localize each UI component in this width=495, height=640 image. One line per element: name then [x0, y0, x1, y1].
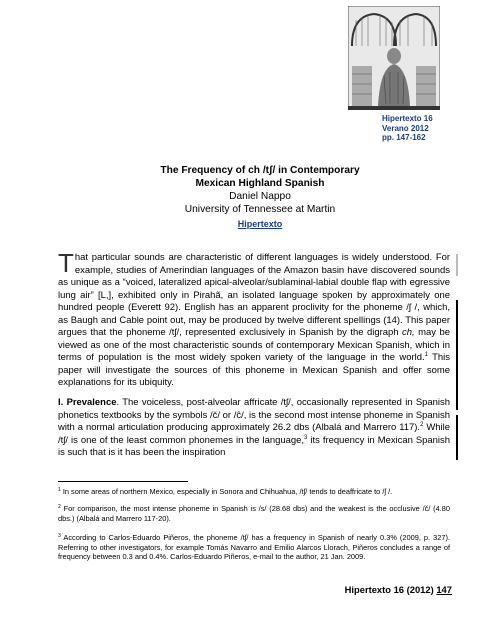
- page-footer: [58, 584, 452, 595]
- section-heading-prevalence: I. Prevalence: [58, 397, 117, 408]
- footnote-divider: [58, 481, 188, 482]
- journal-pages: pp. 147-162: [382, 133, 426, 142]
- footnote-3: $^3$ According to Carlos-Eduardo Piñeros, the phoneme /tʃ/ has a frequency in Spanish of nearly 0.3% (2009, p. 327). Referring to other investigators, for example Tomás Navarro and Emilio Alarcos Llorach, Piñeros concludes a range of frequency between 0.3 and 0.4%. Carlos-Eduardo Piñeros, e-mail to the author, 21 Jan. 2009.: [58, 533, 450, 562]
- article-title-line1: The Frequency of ch /tʃ/ in Contemporary: [160, 165, 360, 176]
- margin-bar: [456, 415, 458, 460]
- footnote-2: $^2$ For comparison, the most intense phoneme in Spanish is /s/ (28.68 dbs) and the weakest is the occlusive /č/ (4.80 dbs.) (Albalá and Marrero 117-20).: [58, 504, 450, 523]
- footnote-ref-3[interactable]: 3: [304, 434, 308, 441]
- hipertexto-link[interactable]: Hipertexto: [237, 219, 283, 229]
- margin-bar: [456, 254, 458, 276]
- author-name: Daniel Nappo: [229, 191, 291, 202]
- paragraph-prevalence: I. Prevalence. The voiceless, post-alveolar affricate /tʃ/, occasionally represented in Spanish phonetics textbooks by the symbols /č/ or /ĉ/, is the second most intense phoneme in Spanish with a normal articulation producing approximately 26.2 dbs (Albalá and Marrero 117).$^2$ While /tʃ/ is one of the least common phonemes in the language,$^3$ its frequency in Mexican Spanish is such that is it has been the inspiration: [58, 397, 450, 458]
- page-number: 147: [436, 584, 452, 595]
- article-title-line2: Mexican Highland Spanish: [195, 178, 325, 189]
- journal-info: [382, 114, 462, 143]
- journal-volume: Hipertexto 16: [382, 114, 433, 123]
- title-block: [140, 164, 380, 216]
- author-affiliation: University of Tennessee at Martin: [184, 204, 336, 215]
- paragraph-intro: That particular sounds are characteristic of different languages is widely understood. For example, studies of Amerindian languages of the Amazon basin have discovered sounds as unique as a “voiced, lateralized apical-alveolar/sublaminal-labial double flap with egressive lung air” [L,], exhibited only in Pirahã, an isolated language spoken by approximately one hundred people (Everett 92). English has an apparent proclivity for the phoneme /ʃ /, which, as Baugh and Cable point out, may be produced by twelve different spellings (14). This paper argues that the phoneme /tʃ/, represented exclusively in Spanish by the digraph ch, may be viewed as one of the most characteristic sounds of contemporary Mexican Spanish, which in terms of population is the most widely spoken variety of the language in the world.$^1$ This paper will investigate the sources of this phoneme in Mexican Spanish and offer some explanations for its ubiquity.: [58, 248, 450, 388]
- ch-digraph: ch,: [402, 327, 415, 338]
- footnote-1: $^1$ In some areas of northern Mexico, especially in Sonora and Chihuahua, /tʃ/ tends to deaffricate to /ʃ /.: [58, 487, 393, 496]
- footer-journal: Hipertexto 16 (2012): [344, 584, 437, 595]
- footnote-ref-1[interactable]: 1: [424, 352, 428, 358]
- drop-cap: T: [58, 248, 74, 278]
- footnote-ref-2[interactable]: 2: [420, 422, 424, 428]
- margin-bar: [456, 300, 458, 410]
- journal-season: Verano 2012: [382, 123, 429, 133]
- header-engraving-image: [348, 6, 440, 110]
